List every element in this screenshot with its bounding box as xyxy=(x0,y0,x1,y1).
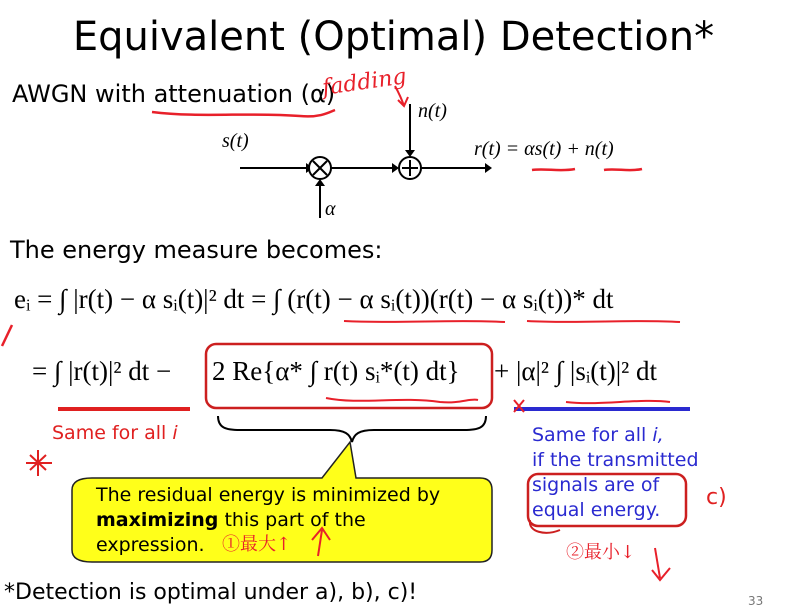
fading-arrow xyxy=(395,86,408,106)
same-right-line-1 xyxy=(532,423,699,448)
gain-label: α xyxy=(325,198,336,220)
equation-2-part-1: = ∫ |r(t)|² dt − xyxy=(32,356,172,386)
input-signal-label: s(t) xyxy=(222,130,249,152)
noise-arrowhead xyxy=(405,150,415,157)
callout-line-3: expression. xyxy=(96,534,205,556)
underline-alpha-s xyxy=(532,169,575,170)
bottom-note: *Detection is optimal under a), b), c)! xyxy=(4,580,418,605)
equation-2-part-3: + |α|² ∫ |sᵢ(t)|² dt xyxy=(494,356,657,386)
same-right-var: i, xyxy=(652,424,664,446)
callout-bold: maximizing xyxy=(96,509,219,531)
energy-heading: The energy measure becomes: xyxy=(10,236,383,264)
same-right-line-4: equal energy. xyxy=(532,499,661,521)
same-right-line-3: signals are of xyxy=(532,474,660,496)
equation-2-middle-term: 2 Re{α* ∫ r(t) sᵢ*(t) dt} xyxy=(212,356,460,386)
same-for-all-left xyxy=(52,422,178,444)
same-left-var: i xyxy=(172,422,178,444)
underline-eq1-b xyxy=(527,321,680,322)
intro-emph: attenuation (α) xyxy=(153,80,336,108)
gain-arrowhead xyxy=(315,179,325,186)
callout-line-2 xyxy=(96,508,496,533)
underline-noise xyxy=(604,169,642,170)
handwritten-min-note: ②最小↓ xyxy=(566,542,636,563)
same-right-line-2: if the transmitted xyxy=(532,449,699,471)
down-arrow-mark xyxy=(652,548,670,580)
intro-prefix: AWGN with xyxy=(12,80,154,108)
callout-line-1: The residual energy is minimized by xyxy=(96,484,441,506)
callout-text xyxy=(96,483,496,558)
handwritten-max-note: ①最大↑ xyxy=(222,534,292,555)
noise-label: n(t) xyxy=(418,100,447,122)
underline-attenuation xyxy=(152,110,335,116)
underline-si xyxy=(566,401,670,403)
star-mark-left xyxy=(26,450,52,476)
same-left-text: Same for all xyxy=(52,422,173,444)
underline-eq1-a xyxy=(344,321,505,322)
output-arrowhead xyxy=(485,163,492,173)
callout-line-2-rest: this part of the xyxy=(218,509,366,531)
middle-term-brace xyxy=(218,416,486,442)
output-expression: r(t) = αs(t) + n(t) xyxy=(474,138,614,160)
slide-title: Equivalent (Optimal) Detection* xyxy=(72,14,715,60)
underline-middle-term xyxy=(326,398,478,402)
c-label: c) xyxy=(706,485,727,510)
equation-1: eᵢ = ∫ |r(t) − α sᵢ(t)|² dt = ∫ (r(t) − α sᵢ(t))(r(t) − α sᵢ(t))* dt xyxy=(14,284,614,314)
same-for-all-right xyxy=(532,423,699,523)
mid-arrowhead xyxy=(392,163,399,173)
handwritten-fading-note: fadding xyxy=(320,64,409,101)
same-right-text: Same for all xyxy=(532,424,653,446)
left-slash-mark xyxy=(2,325,12,346)
page-number: 33 xyxy=(748,594,764,608)
